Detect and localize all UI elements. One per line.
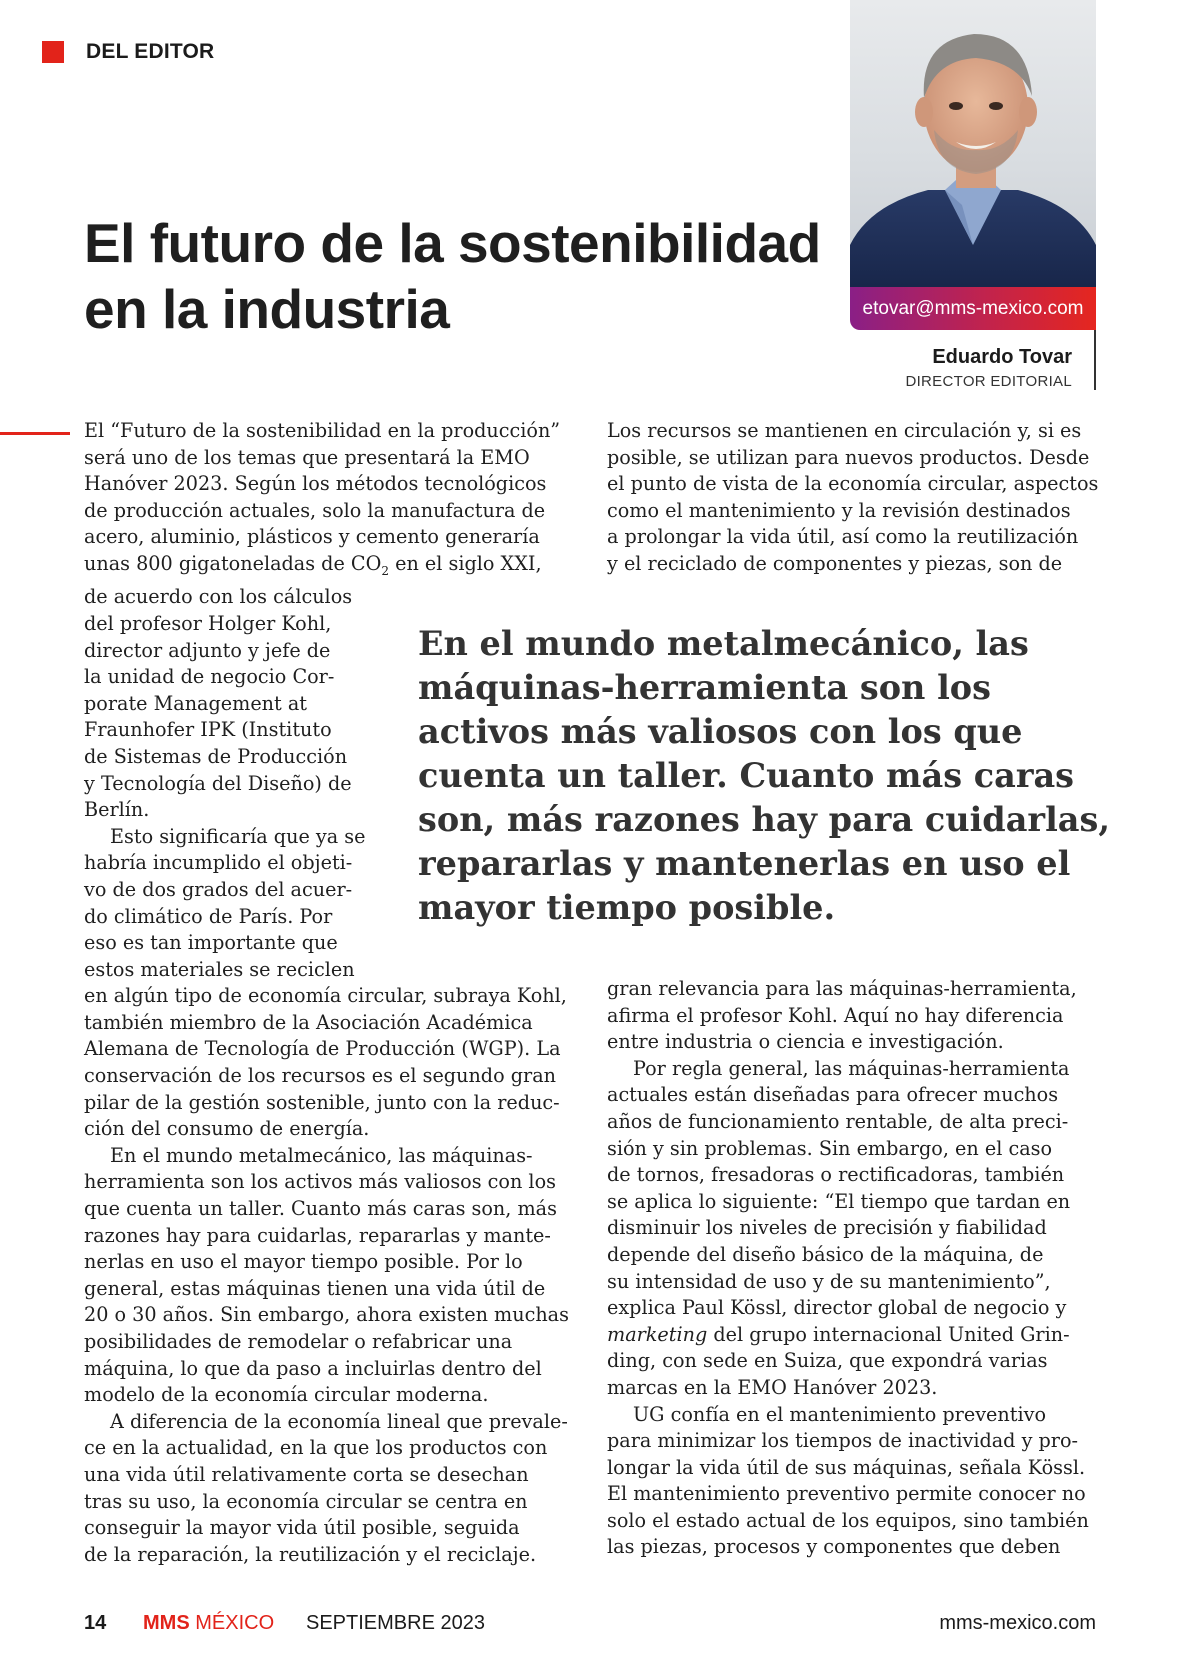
text-line: una vida útil relativamente corta se desechan — [84, 1462, 529, 1486]
text-line: longar la vida útil de sus máquinas, señala Kössl. — [607, 1455, 1086, 1479]
column-left — [84, 418, 569, 1568]
text-line: pilar de la gestión sostenible, junto con la reduc- — [84, 1090, 560, 1114]
paragraph — [607, 976, 1107, 1056]
text-line: posibilidades de remodelar o refabricar una — [84, 1330, 513, 1354]
text-line: en algún tipo de economía circular, subraya Kohl, — [84, 984, 567, 1008]
text-line: máquina, lo que da paso a incluirlas dentro del — [84, 1356, 542, 1380]
text-line: para minimizar los tiempos de inactividad y pro- — [607, 1429, 1078, 1453]
title-line: El futuro de la sostenibilidad — [84, 212, 821, 274]
paragraph — [84, 1409, 568, 1569]
text-line: entre industria o ciencia e investigación. — [607, 1030, 1004, 1054]
text-line: sión y sin problemas. Sin embargo, en el caso — [607, 1136, 1053, 1160]
text-line: director adjunto y jefe de — [84, 638, 331, 662]
text-line: ce en la actualidad, en la que los productos con — [84, 1436, 548, 1460]
text-line: El mantenimiento preventivo permite conocer no — [607, 1482, 1086, 1506]
text-line: de producción actuales, solo la manufactura de — [84, 498, 546, 522]
website-link[interactable]: mms-mexico.com — [939, 1612, 1096, 1634]
text-line: Los recursos se mantienen en circulación y, si es — [607, 419, 1082, 442]
author-role: DIRECTOR EDITORIAL — [905, 373, 1072, 390]
text-line: de acuerdo con los cálculos — [84, 585, 353, 609]
text-line: años de funcionamiento rentable, de alta preci- — [607, 1109, 1069, 1133]
pull-quote-line: repararlas y mantenerlas en uso el — [418, 844, 1071, 883]
text-line: 20 o 30 años. Sin embargo, ahora existen muchas — [84, 1303, 569, 1327]
text-line: se aplica lo siguiente: “El tiempo que tardan en — [607, 1189, 1071, 1213]
text-line: conseguir la mayor vida útil posible, seguida — [84, 1516, 520, 1540]
text-line: la unidad de negocio Cor- — [84, 665, 335, 689]
page-number: 14 — [84, 1612, 107, 1634]
text-line: habría incumplido el objeti- — [84, 851, 353, 875]
pull-quote-line: son, más razones hay para cuidarlas, — [418, 800, 1111, 839]
text-line: de la reparación, la reutilización y el reciclaje. — [84, 1542, 537, 1566]
text-line: do climático de París. Por — [84, 904, 333, 928]
text-line: Hanóver 2023. Según los métodos tecnológicos — [84, 472, 547, 496]
text-line: Alemana de Tecnología de Producción (WGP). La — [84, 1037, 561, 1061]
text-line: vo de dos grados del acuer- — [84, 877, 353, 901]
article-title — [84, 210, 821, 342]
column-right-bottom — [607, 976, 1107, 1561]
text-line: Por regla general, las máquinas-herramienta — [633, 1056, 1070, 1080]
column-right-top — [607, 418, 1107, 578]
paragraph — [607, 418, 1107, 578]
text-line: del profesor Holger Kohl, — [84, 611, 332, 635]
text-line: su intensidad de uso y de su mantenimiento”, — [607, 1269, 1051, 1293]
pull-quote-line: mayor tiempo posible. — [418, 888, 836, 927]
text-line: En el mundo metalmecánico, las máquinas- — [110, 1143, 533, 1167]
section-label: DEL EDITOR — [86, 40, 215, 63]
text-line: razones hay para cuidarlas, repararlas y mante- — [84, 1223, 551, 1247]
text-line: UG confía en el mantenimiento preventivo — [633, 1402, 1046, 1426]
pull-quote — [418, 622, 1111, 930]
text-line: que cuenta un taller. Cuanto más caras son, más — [84, 1197, 557, 1221]
pull-quote-line: activos más valiosos con los que — [418, 712, 1023, 751]
text-line: las piezas, procesos y componentes que deben — [607, 1535, 1061, 1559]
text-line: actuales están diseñadas para ofrecer muchos — [607, 1083, 1059, 1107]
title-line: en la industria — [84, 278, 450, 340]
text-line: modelo de la economía circular moderna. — [84, 1383, 489, 1407]
pull-quote-line: En el mundo metalmecánico, las — [418, 624, 1029, 663]
text-line: estos materiales se reciclen — [84, 957, 355, 981]
accent-rule — [0, 432, 70, 435]
text-line: gran relevancia para las máquinas-herramienta, — [607, 977, 1077, 1000]
paragraph — [607, 1402, 1107, 1562]
text-line: El “Futuro de la sostenibilidad en la producción” — [84, 419, 561, 442]
paragraph — [607, 1056, 1107, 1402]
text-line: marketing del grupo internacional United Grin- — [607, 1322, 1070, 1346]
text-line: acero, aluminio, plásticos y cemento generaría — [84, 525, 540, 549]
text-line: también miembro de la Asociación Académica — [84, 1010, 533, 1034]
text-line: como el mantenimiento y la revisión destinados — [607, 498, 1071, 522]
text-line: el punto de vista de la economía circular, aspectos — [607, 472, 1099, 496]
subscript: 2 — [381, 563, 389, 578]
text-line: depende del diseño básico de la máquina, de — [607, 1242, 1044, 1266]
text-line: A diferencia de la economía lineal que prevale- — [110, 1409, 568, 1433]
text-line: eso es tan importante que — [84, 931, 338, 955]
text-line: conservación de los recursos es el segundo gran — [84, 1064, 556, 1088]
text-line: nerlas en uso el mayor tiempo posible. Por lo — [84, 1250, 523, 1274]
text-line: disminuir los niveles de precisión y fiabilidad — [607, 1216, 1047, 1240]
issue-date: SEPTIEMBRE 2023 — [306, 1612, 485, 1634]
text-line: marcas en la EMO Hanóver 2023. — [607, 1375, 938, 1399]
author-name: Eduardo Tovar — [932, 346, 1072, 368]
text-line: explica Paul Kössl, director global de negocio y — [607, 1296, 1067, 1320]
text-line: unas 800 gigatoneladas de $CO_2$ en el siglo XXI, — [84, 551, 542, 578]
text-line: ción del consumo de energía. — [84, 1117, 370, 1141]
text-line: Fraunhofer IPK (Instituto — [84, 718, 332, 742]
magazine-brand: MMS MÉXICO — [143, 1612, 275, 1634]
italic-term: marketing — [607, 1322, 708, 1346]
text-line: afirma el profesor Kohl. Aquí no hay diferencia — [607, 1003, 1064, 1027]
text-line: porate Management at — [84, 691, 307, 715]
text-line: tras su uso, la economía circular se centra en — [84, 1489, 528, 1513]
text-line: solo el estado actual de los equipos, sino también — [607, 1508, 1089, 1532]
text-line: de Sistemas de Producción — [84, 744, 348, 768]
text-line: será uno de los temas que presentará la EMO — [84, 445, 530, 469]
pull-quote-line: máquinas-herramienta son los — [418, 668, 992, 707]
text-line: Berlín. — [84, 798, 150, 822]
text-line: y Tecnología del Diseño) de — [84, 771, 352, 795]
text-line: de tornos, fresadoras o rectificadoras, también — [607, 1163, 1065, 1187]
pull-quote-line: cuenta un taller. Cuanto más caras — [418, 756, 1075, 795]
paragraph — [84, 1143, 569, 1409]
author-email-link[interactable]: etovar@mms-mexico.com — [850, 287, 1096, 330]
text-line: Esto significaría que ya se — [110, 824, 366, 848]
text-line: a prolongar la vida útil, así como la reutilización — [607, 525, 1079, 549]
author-divider — [1094, 330, 1096, 390]
text-line: general, estas máquinas tienen una vida útil de — [84, 1276, 546, 1300]
text-line: ding, con sede en Suiza, que expondrá varias — [607, 1349, 1048, 1373]
text-line: herramienta son los activos más valiosos con los — [84, 1170, 556, 1194]
text-line: y el reciclado de componentes y piezas, son de — [607, 551, 1063, 575]
section-marker — [42, 41, 64, 63]
author-photo — [850, 0, 1096, 287]
text-line: posible, se utilizan para nuevos productos. Desde — [607, 445, 1090, 469]
